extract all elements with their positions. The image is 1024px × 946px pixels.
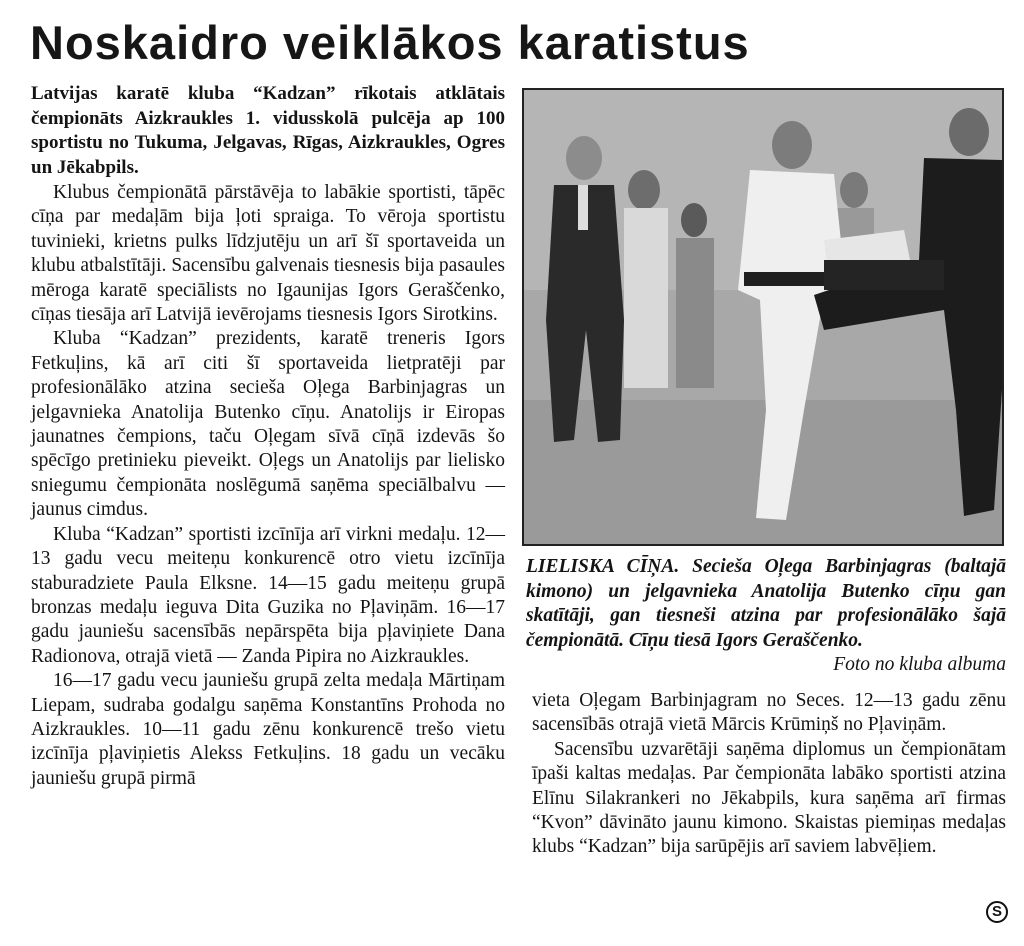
body-paragraph: Klubus čempionātā pārstāvēja to labākie sportisti, tāpēc cīņa par medaļām bija ļoti spraiga. To vēroja sportistu tuvinieki, krietns pulks līdzjutēju un arī šī sportaveida un klubu atbalstītāji. Sacensību galvenais tiesnesis bija pasaules mēroga karatē speciālists no Igaunijas Igors Geraščenko, cīņas tiesāja arī Latvijā ievērojams tiesnesis Igors Sirotkins.: [31, 182, 505, 326]
body-paragraph: Sacensību uzvarētāji saņēma diplomus un čempionātam īpaši kaltas medaļas. Par čempionāta labāko sportisti atzina Elīnu Silakrankeri no Jēkabpils, kura saņēma arī firmas “Kvon” dāvināto jaunu kimono. Skaistas piemiņas medaļas klubs “Kadzan” bija sarūpējis arī saviem labvēļiem.: [532, 738, 1006, 858]
left-column: [31, 82, 505, 791]
article-lead: Latvijas karatē kluba “Kadzan” rīkotais atklātais čempionāts Aizkraukles 1. vidusskolā pulcēja ap 100 sportistu no Tukuma, Jelgavas, Rīgas, Aizkraukles, Ogres un Jēkabpils.: [31, 83, 505, 178]
body-paragraph: Kluba “Kadzan” sportisti izcīnīja arī virkni medaļu. 12—13 gadu vecu meiteņu konkurencē otro vietu izcīnīja staburadziete Paula Elksne. 14—15 gadu meiteņu grupā bronzas medaļu ieguva Dita Guzika no Pļaviņām. 16—17 gadu jauniešu sacensībās nepārspēta bija pļaviņiete Dana Radionova, otrajā vietā — Zanda Pipira no Aizkraukles.: [31, 523, 505, 667]
body-paragraph: vieta Oļegam Barbinjagram no Seces. 12—13 gadu zēnu sacensībās otrajā vietā Mārcis Krūmiņš no Pļaviņām.: [532, 690, 1006, 736]
body-paragraph: Kluba “Kadzan” prezidents, karatē treneris Igors Fetkuļins, kā arī citi šī sportaveida lietpratēji par profesionālāko atzina secieša Oļega Barbinjagras un jelgavnieka Anatolija Butenko cīņu. Anatolijs ir Eiropas jaunatnes čempions, taču Oļegam sīvā cīņā izdevās šo spēcīgo pretinieku pieveikt. Oļegs un Anatolijs par lielisko sniegumu čempionāta noslēgumā saņēma speciālbalvu — jaunus cimdus.: [31, 328, 505, 521]
author-signature-mark: S: [986, 901, 1008, 923]
photo-caption: [526, 555, 1006, 678]
body-paragraph: 16—17 gadu vecu jauniešu grupā zelta medaļa Mārtiņam Liepam, sudraba godalgu saņēma Konstantīns Prohoda no Aizkraukles. 10—11 gadu zēnu konkurencē trešo vietu izcīnīja pļaviņietis Alekss Fetkuļins. 18 gadu un vecāku jauniešu grupā pirmā: [31, 670, 505, 789]
right-column: [532, 689, 1006, 860]
article-headline: Noskaidro veiklākos karatistus: [30, 16, 750, 69]
karate-photo: [522, 88, 1004, 546]
photo-credit: Foto no kluba albuma: [833, 654, 1006, 675]
caption-text: LIELISKA CĪŅA. Secieša Oļega Barbinjagras (baltajā kimono) un jelgavnieka Anatolija Butenko cīņu gan skatītāji, gan tiesneši atzina par profesionālāko šajā čempionātā. Cīņu tiesā Igors Geraščenko.: [526, 556, 1006, 651]
